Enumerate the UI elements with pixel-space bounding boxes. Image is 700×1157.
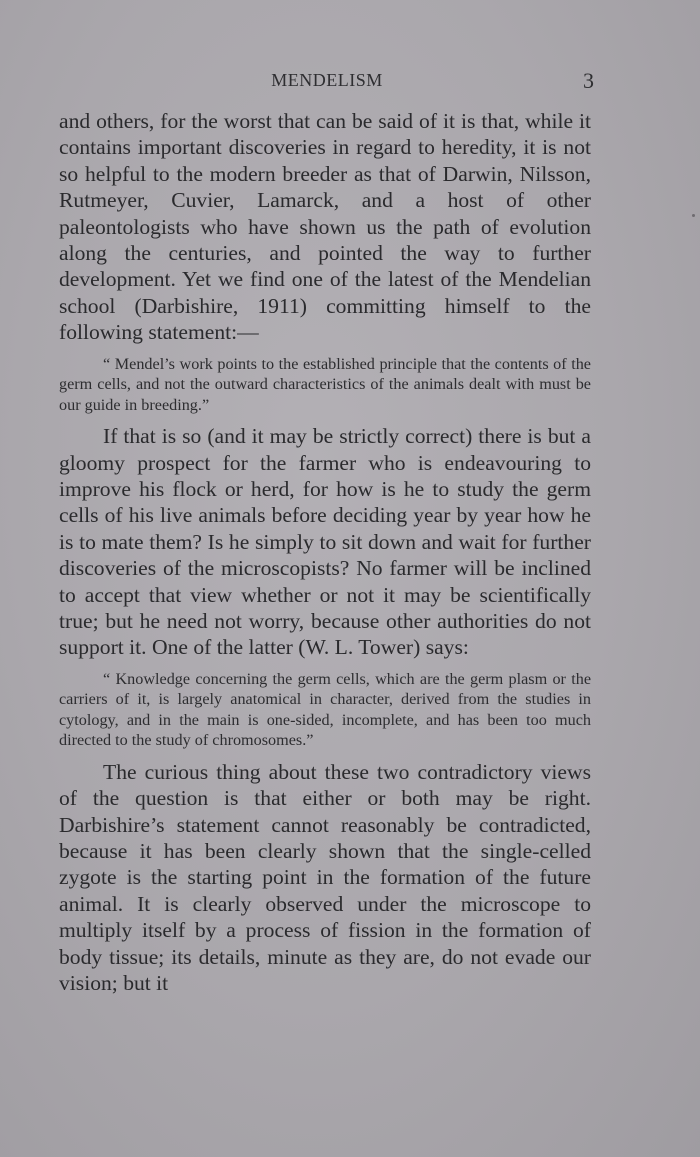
paragraph-3: The curious thing about these two contradictory views of the question is that either or both may be right. Darbishire’s statement cannot reasonably be contradicted, because it has been clearly shown that the single-celled zygote is the starting point in the formation of the future animal. It is clearly observed under the microscope to multiply itself by a process of fission in the formation of body tissue; its details, minute as they are, do not evade our vision; but it [59, 759, 591, 996]
page-header [60, 68, 594, 98]
paragraph-1: and others, for the worst that can be said of it is that, while it contains important discoveries in regard to heredity, it is not so helpful to the modern breeder as that of Darwin, Nilsson, Rutmeyer, Cuvier, Lamarck, and a host of other paleontologists who have shown us the path of evolution along the centuries, and pointed the way to further development. Yet we find one of the latest of the Mendelian school (Darbishire, 1911) committing himself to the following statement:— [59, 109, 591, 345]
paragraph-2: If that is so (and it may be strictly correct) there is but a gloomy prospect for the farmer who is endeavouring to improve his flock or herd, for how is he to study the germ cells of his live animals before deciding year by year how he is to mate them? Is he simply to sit down and wait for further discoveries of the microscopists? No farmer will be inclined to accept that view whether or not it may be scientifically true; but he need not worry, because other authorities do not support it. One of the latter (W. L. Tower) says: [59, 424, 591, 660]
page-number: 3 [583, 68, 594, 93]
block-quote-tower: “ Knowledge concerning the germ cells, which are the germ plasm or the carriers of it, is largely anatomical in character, derived from the studies in cytology, and in the main is one-sided, incomplete, and has been too much directed to the study of chromosomes.” [59, 669, 591, 750]
block-quote-darbishire: “ Mendel’s work points to the established principle that the contents of the germ cells, and not the outward characteristics of the animals dealt with must be our guide in breeding.” [59, 354, 591, 414]
body-text [59, 108, 591, 996]
paper-speck [692, 214, 695, 217]
running-head: MENDELISM [271, 70, 383, 90]
